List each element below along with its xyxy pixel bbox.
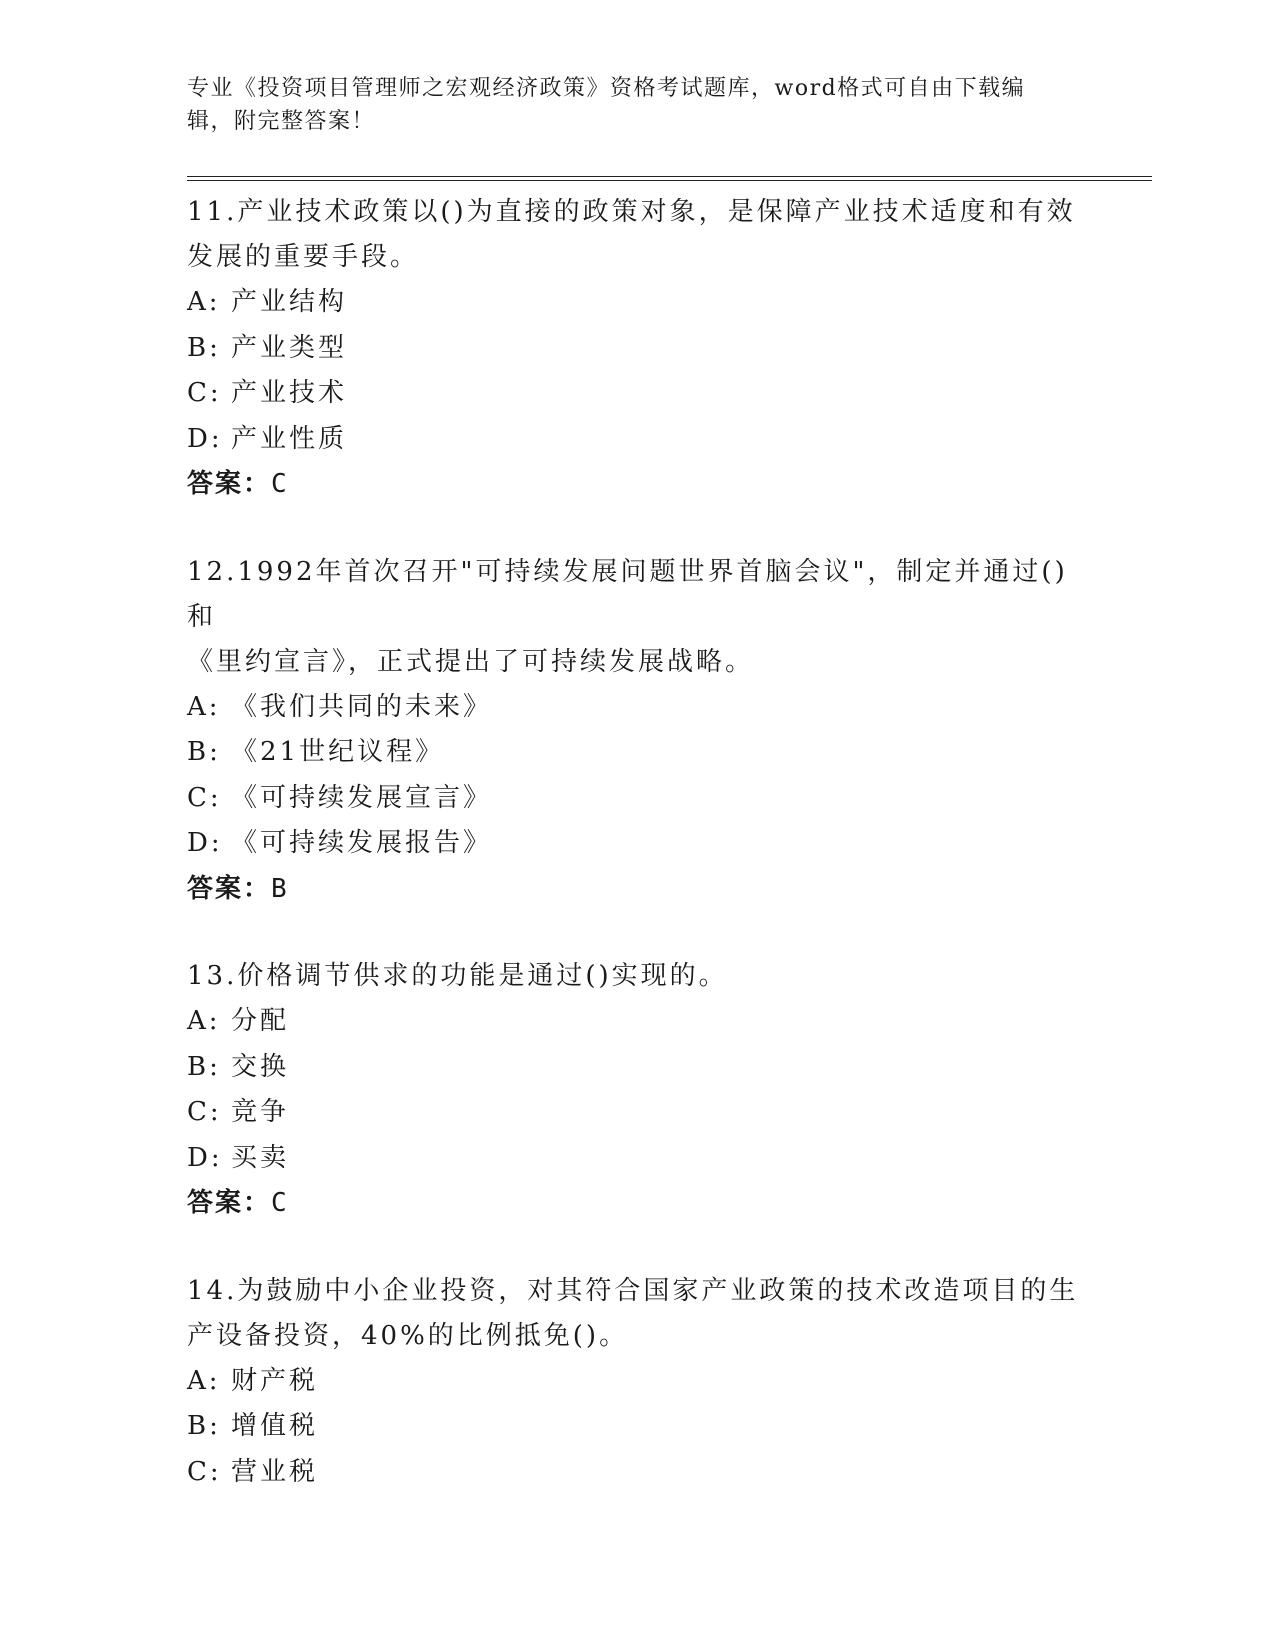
question-text: 14.为鼓励中小企业投资，对其符合国家产业政策的技术改造项目的生 产设备投资，40%的比例抵免()。 [187,1275,1079,1351]
option-d: D: 《可持续发展报告》 [187,828,493,858]
option-c: C: 产业技术 [187,378,348,408]
option-b: B: 交换 [187,1051,290,1082]
document-header [187,72,1067,138]
option-c: C: 竞争 [187,1097,290,1127]
header-line-1: 专业《投资项目管理师之宏观经济政策》资格考试题库，word格式可自由下载编 [187,76,1026,101]
header-line-2: 辑，附完整答案！ [187,109,376,134]
question-text: 11.产业技术政策以()为直接的政策对象，是保障产业技术适度和有效 发展的重要手段。 [187,197,1076,272]
question-13 [187,954,1087,1227]
option-a: A: 《我们共同的未来》 [187,691,493,722]
answer-line: 答案：C [187,1188,289,1218]
option-b: B: 《21世纪议程》 [187,737,445,767]
header-divider [187,176,1152,181]
option-c: C: 营业税 [187,1456,319,1487]
option-a: A: 产业结构 [187,287,348,317]
question-12 [187,550,1087,913]
answer-line: 答案：C [187,469,289,499]
answer-line: 答案：B [187,873,289,904]
option-b: B: 产业类型 [187,332,348,363]
option-d: D: 产业性质 [187,423,348,454]
option-a: A: 分配 [187,1006,290,1036]
question-list [187,190,1087,1495]
question-text: 13.价格调节供求的功能是通过()实现的。 [187,961,728,991]
option-b: B: 增值税 [187,1411,319,1441]
option-a: A: 财产税 [187,1365,319,1396]
question-text: 12.1992年首次召开"可持续发展问题世界首脑会议"，制定并通过()和 《里约宣言》，正式提出了可持续发展战略。 [187,556,1068,677]
option-c: C: 《可持续发展宣言》 [187,782,493,813]
question-11 [187,190,1087,508]
question-14 [187,1269,1087,1496]
option-d: D: 买卖 [187,1142,290,1173]
